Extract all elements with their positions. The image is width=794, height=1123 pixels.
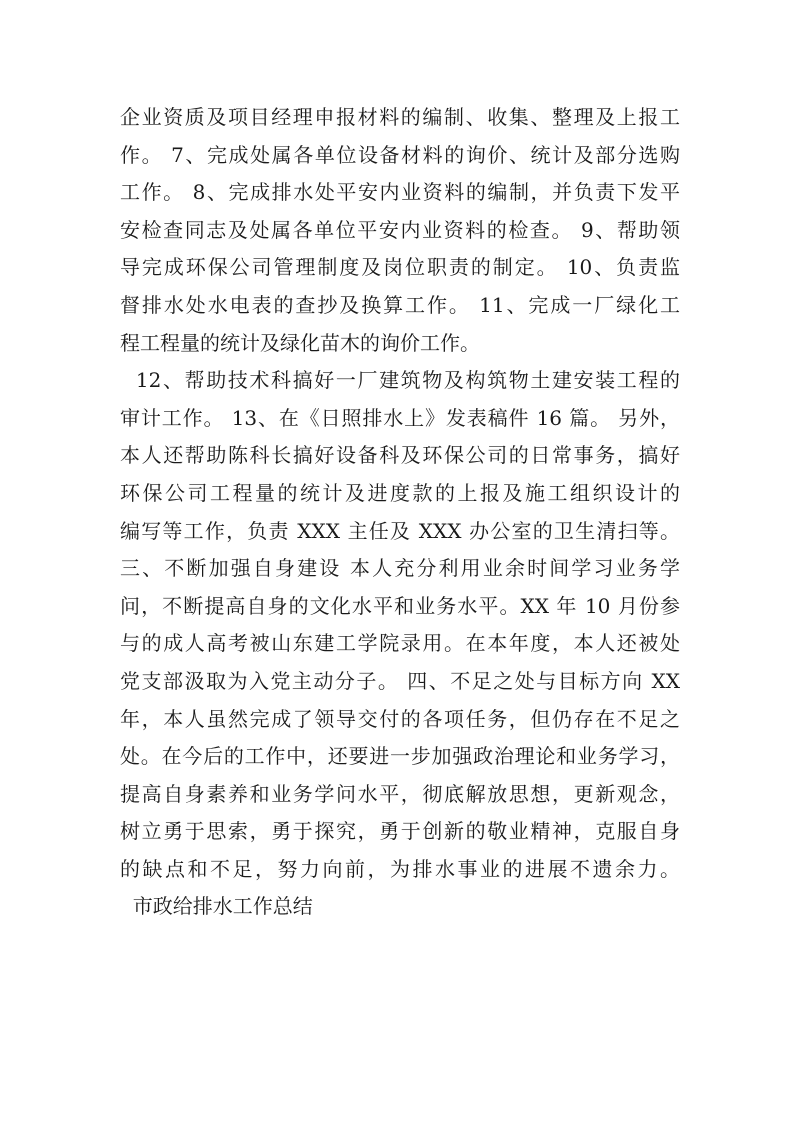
body-line-3: 工作。 8、完成排水处平安内业资料的编制，并负责下发平 — [120, 180, 680, 205]
body-line-11: 环保公司工程量的统计及进度款的上报及施工组织设计的 — [120, 480, 680, 505]
body-line-8: 12、帮助技术科搞好一厂建筑物及构筑物土建安装工程的 — [120, 368, 680, 393]
body-line-6: 督排水处水电表的查抄及换算工作。 11、完成一厂绿化工 — [120, 292, 680, 317]
body-line-7: 程工程量的统计及绿化苗木的询价工作。 — [120, 330, 480, 355]
body-line-13: 三、不断加强自身建设 本人充分利用业余时间学习业务学 — [120, 556, 680, 581]
body-line-9: 审计工作。 13、在《日照排水上》发表稿件 16 篇。 另外， — [120, 405, 680, 430]
body-line-16: 党支部汲取为入党主动分子。 四、不足之处与目标方向 XX — [120, 668, 680, 693]
body-line-5: 导完成环保公司管理制度及岗位职责的制定。 10、负责监 — [120, 255, 680, 280]
body-line-20: 树立勇于思索，勇于探究，勇于创新的敬业精神，克服自身 — [120, 819, 680, 844]
body-line-17: 年，本人虽然完成了领导交付的各项任务，但仍存在不足之 — [120, 706, 680, 731]
body-line-12: 编写等工作，负责 XXX 主任及 XXX 办公室的卫生清扫等。 — [120, 518, 680, 543]
body-line-14: 问，不断提高自身的文化水平和业务水平。XX 年 10 月份参 — [120, 593, 680, 618]
body-line-15: 与的成人高考被山东建工学院录用。在本年度，本人还被处 — [120, 631, 680, 656]
body-line-18: 处。在今后的工作中，还要进一步加强政治理论和业务学习， — [120, 744, 680, 769]
body-line-1: 企业资质及项目经理申报材料的编制、收集、整理及上报工 — [120, 105, 680, 129]
body-line-21: 的缺点和不足，努力向前，为排水事业的进展不遗余力。 — [120, 856, 680, 881]
document-body — [120, 99, 680, 926]
section-title-line: 市政给排水工作总结 — [120, 894, 313, 919]
body-line-2: 作。 7、完成处属各单位设备材料的询价、统计及部分选购 — [120, 142, 680, 167]
body-line-4: 安检查同志及处属各单位平安内业资料的检查。 9、帮助领 — [120, 217, 680, 242]
body-line-10: 本人还帮助陈科长搞好设备科及环保公司的日常事务，搞好 — [120, 443, 680, 468]
body-line-19: 提高自身素养和业务学问水平，彻底解放思想，更新观念， — [120, 781, 680, 806]
